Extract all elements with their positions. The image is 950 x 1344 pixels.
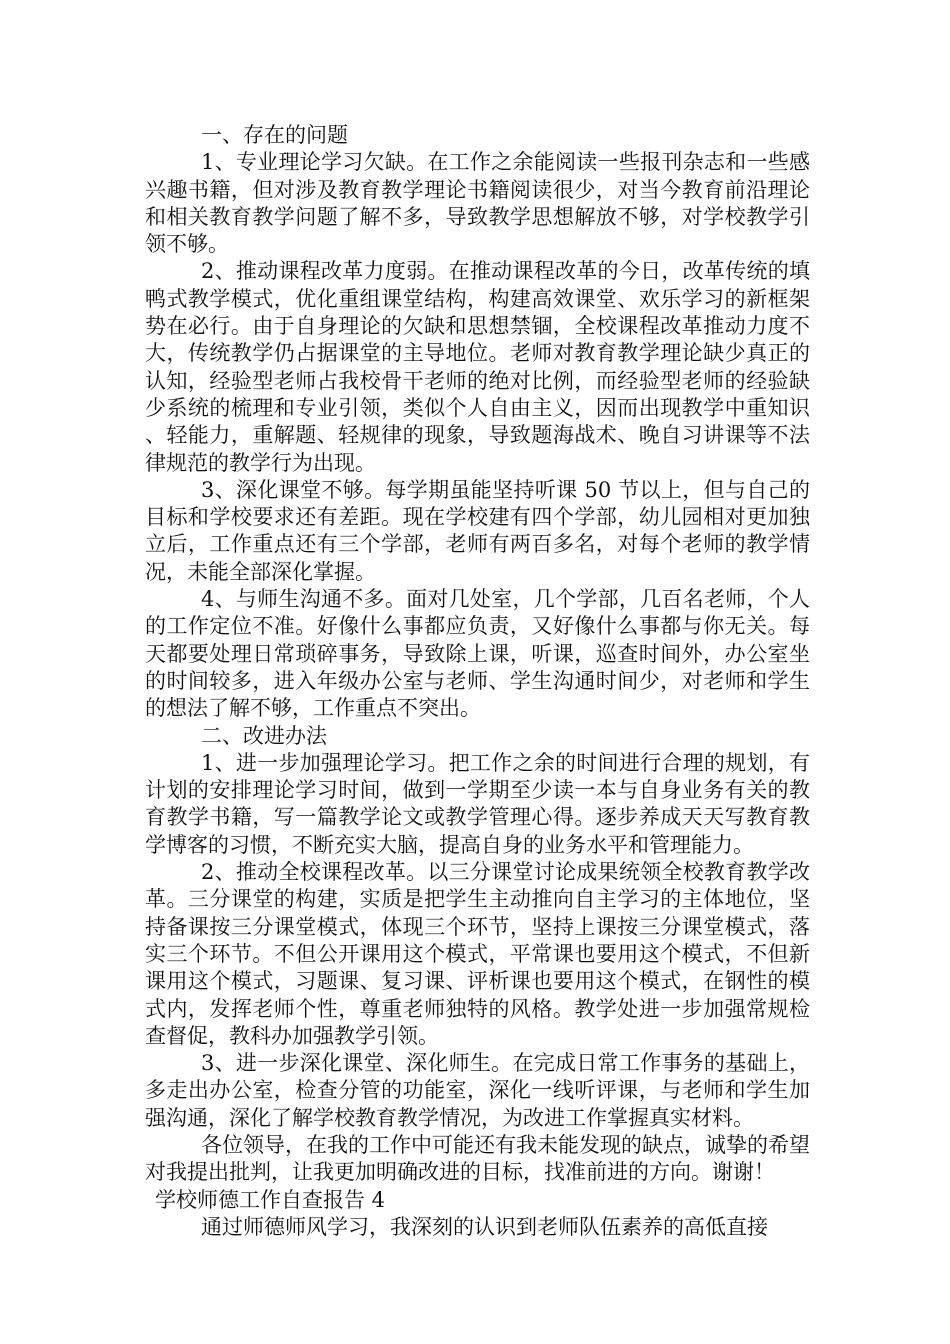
paragraph-improve-reform: 2、推动全校课程改革。以三分课堂讨论成果统领全校教育教学改革。三分课堂的构建，实质是把学生主动推向自主学习的主体地位，坚持备课按三分课堂模式，体现三个环节，坚持上课按三分课堂模式，落实三个环节。不但公开课用这个模式，平常课也要用这个模式，不但新课用这个模式，习题课、复习课、评析课也要用这个模式，在钢性的模式内，发挥老师个性，尊重老师独特的风格。教学处进一步加强常规检查督促，教科办加强教学引领。 [145, 860, 810, 1048]
paragraph-theory-study: 1、专业理论学习欠缺。在工作之余能阅读一些报刊杂志和一些感兴趣书籍，但对涉及教育教学理论书籍阅读很少，对当今教育前沿理论和相关教育教学问题了解不多，导致教学思想解放不够，对学校教学引领不够。 [145, 150, 810, 257]
paragraph-closing: 各位领导，在我的工作中可能还有我未能发现的缺点，诚挚的希望对我提出批判，让我更加明确改进的目标，找准前进的方向。谢谢！ [145, 1132, 810, 1185]
paragraph-classroom: 3、深化课堂不够。每学期虽能坚持听课 50 节以上，但与自己的目标和学校要求还有差距。现在学校建有四个学部，幼儿园相对更加独立后，工作重点还有三个学部，老师有两百多名，对每个老师的教学情况，未能全部深化掌握。 [145, 477, 810, 584]
paragraph-curriculum-reform: 2、推动课程改革力度弱。在推动课程改革的今日，改革传统的填鸭式教学模式，优化重组课堂结构，构建高效课堂、欢乐学习的新框架势在必行。由于自身理论的欠缺和思想禁锢，全校课程改革推动力度不大，传统教学仍占据课堂的主导地位。老师对教育教学理论缺少真正的认知，经验型老师占我校骨干老师的绝对比例，而经验型老师的经验缺少系统的梳理和专业引领，类似个人自由主义，因而出现教学中重知识、轻能力，重解题、轻规律的现象，导致题海战术、晚自习讲课等不法律规范的教学行为出现。 [145, 259, 810, 475]
document-body [145, 122, 810, 1241]
paragraph-communication: 4、与师生沟通不多。面对几处室，几个学部，几百名老师，个人的工作定位不准。好像什么事都应负责，又好像什么事都与你无关。每天都要处理日常琐碎事务，导致除上课，听课，巡查时间外，办公室坐的时间较多，进入年级办公室与老师、学生沟通时间少，对老师和学生的想法了解不够，工作重点不突出。 [145, 587, 810, 721]
section-heading-improvements: 二、改进办法 [201, 723, 327, 748]
paragraph-improve-theory: 1、进一步加强理论学习。把工作之余的时间进行合理的规划，有计划的安排理论学习时间，做到一学期至少读一本与自身业务有关的教育教学书籍，写一篇教学论文或教学管理心得。逐步养成天天写教育教学博客的习惯，不断充实大脑，提高自身的业务水平和管理能力。 [145, 750, 810, 857]
paragraph-report-intro: 通过师德师风学习，我深刻的认识到老师队伍素养的高低直接 [201, 1214, 768, 1239]
paragraph-improve-classroom: 3、进一步深化课堂、深化师生。在完成日常工作事务的基础上，多走出办公室，检查分管的功能室，深化一线听评课，与老师和学生加强沟通，深化了解学校教育教学情况，为改进工作掌握真实材料。 [145, 1051, 810, 1130]
section-heading-problems: 一、存在的问题 [201, 123, 348, 147]
report-title: 学校师德工作自查报告 4 [155, 1187, 386, 1212]
